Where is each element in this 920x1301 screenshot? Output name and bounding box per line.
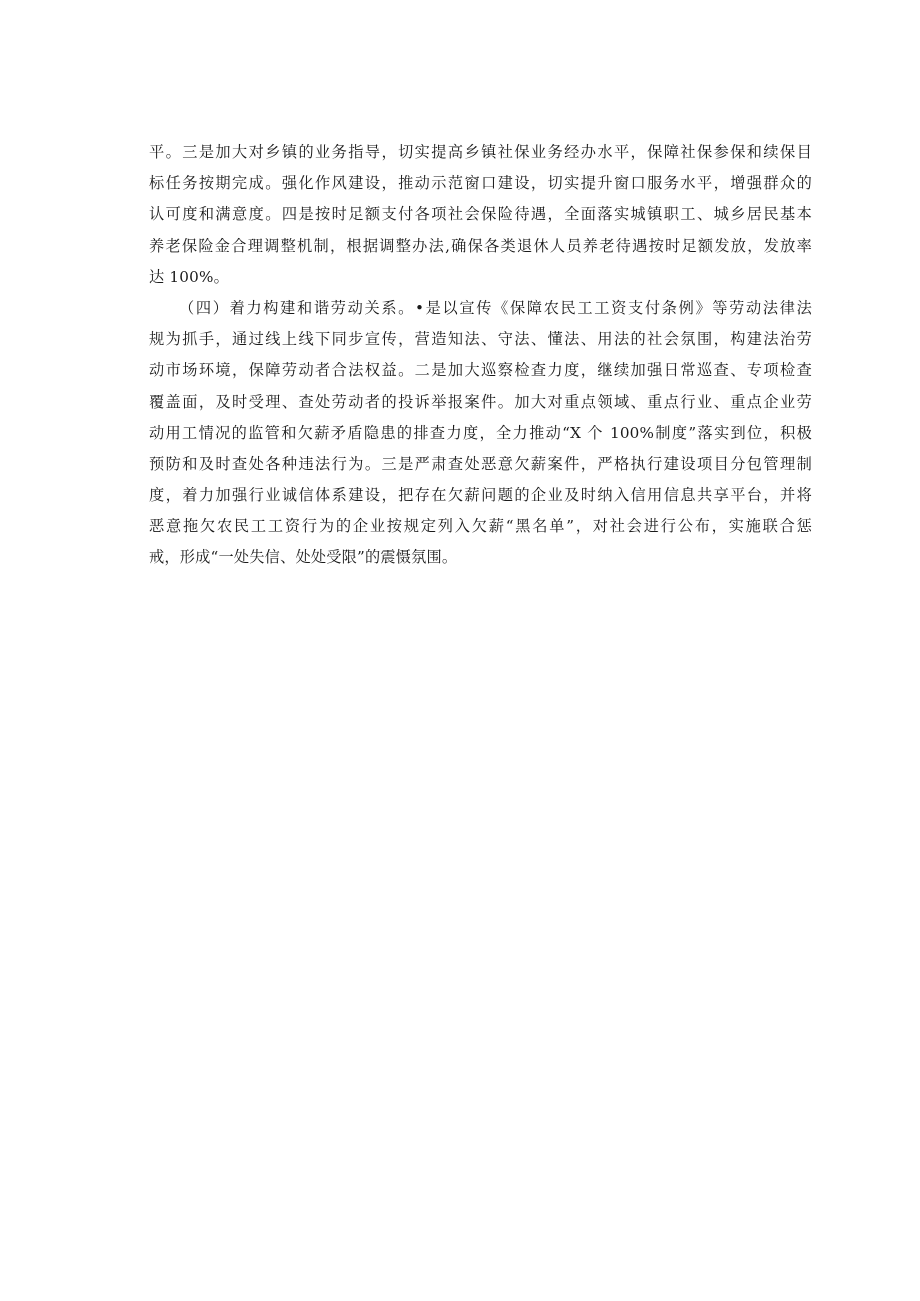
text-line: 预防和及时查处各种违法行为。三是严肃查处恶意欠薪案件，严格执行建设项目分包管理制 [149, 454, 812, 473]
text-line: 戒，形成“一处失信、处处受限”的震慑氛围。 [149, 548, 458, 567]
paragraph-social-insurance [149, 137, 812, 293]
text-line: 动市场环境，保障劳动者合法权益。二是加大巡察检查力度，继续加强日常巡查、专项检查 [149, 361, 812, 380]
document-body [149, 137, 812, 574]
text-line: 达 100%。 [149, 267, 230, 286]
text-line: 养老保险金合理调整机制，根据调整办法,确保各类退休人员养老待遇按时足额发放，发放率 [149, 236, 812, 255]
text-line: 动用工情况的监管和欠薪矛盾隐患的排查力度，全力推动“X 个 100%制度”落实到位，积极 [149, 423, 812, 442]
text-line: 规为抓手，通过线上线下同步宣传，营造知法、守法、懂法、用法的社会氛围，构建法治劳 [149, 330, 812, 349]
text-line: 平。三是加大对乡镇的业务指导，切实提高乡镇社保业务经办水平，保障社保参保和续保目 [149, 143, 812, 161]
paragraph-labor-relations [149, 293, 812, 574]
text-line: 认可度和满意度。四是按时足额支付各项社会保险待遇，全面落实城镇职工、城乡居民基本 [149, 205, 812, 224]
text-line: 标任务按期完成。强化作风建设，推动示范窗口建设，切实提升窗口服务水平，增强群众的 [149, 174, 812, 193]
text-line: 恶意拖欠农民工工资行为的企业按规定列入欠薪“黑名单”，对社会进行公布，实施联合惩 [149, 517, 812, 536]
text-line: 覆盖面，及时受理、查处劳动者的投诉举报案件。加大对重点领域、重点行业、重点企业劳 [149, 392, 812, 411]
section-heading-line: （四）着力构建和谐劳动关系。•是以宣传《保障农民工工资支付条例》等劳动法律法 [179, 298, 812, 317]
text-line: 度，着力加强行业诚信体系建设，把存在欠薪问题的企业及时纳入信用信息共享平台，并将 [149, 486, 812, 505]
